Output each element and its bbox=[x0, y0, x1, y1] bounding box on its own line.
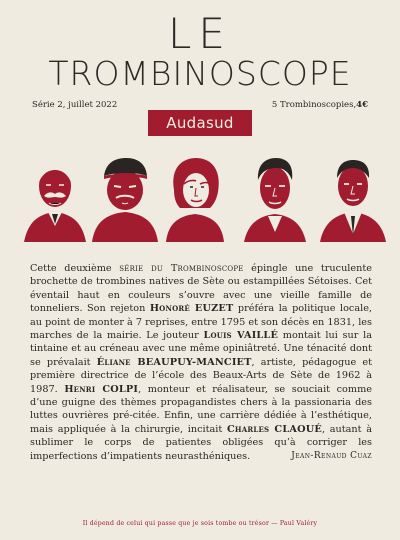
count-text: 5 Trombinoscopies, bbox=[271, 100, 357, 110]
text-run: préféra la politique locale, au point de monter à 7 reprises, entre 1795 et son décès en 1831, les marches de la mairie. Le jouteur bbox=[30, 303, 373, 342]
portraits-row bbox=[20, 146, 390, 242]
publisher-badge: Audasud bbox=[148, 110, 252, 136]
text-run: , monteur et réalisateur, se souciait comme d’une guigne des thèmes propagandistes chers à la passionaria des luttes ouvrières pré-citée. Enfin, une carrière dédiée à l’esthétique, mais appliquée à la chirurgie, incitait bbox=[30, 383, 372, 435]
title-le: LE bbox=[168, 9, 232, 58]
portrait-beaupuy-manciet bbox=[160, 146, 230, 242]
series-info: Série 2, juillet 2022 bbox=[32, 100, 118, 110]
portrait-vaille bbox=[90, 146, 160, 242]
text-run: épingle une truculente brochette de trombines natives de Sète ou estampillées Sétoises. Cet éventail haut en couleurs s’ouvre avec une vieille famille de tonneliers. Son rejeton bbox=[30, 263, 373, 315]
person-name: Éliane BEAUPUY-MANCIET bbox=[96, 356, 252, 368]
portrait-euzet bbox=[20, 146, 90, 242]
footer-quote: Il dépend de celui qui passe que je sois tombe ou trésor — Paul Valéry bbox=[82, 520, 318, 527]
text-run: montait lui sur la tintaine et au créneau avec une même opiniâtreté. Une ténacité dont se prévalait bbox=[30, 330, 372, 368]
person-name: Charles CLAOUÉ bbox=[226, 423, 322, 435]
person-name: Honoré EUZET bbox=[149, 303, 234, 315]
portrait-colpi bbox=[240, 146, 310, 242]
series-name: série du Trombinoscope bbox=[119, 263, 244, 274]
title-trombinoscope: TROMBINOSCOPE bbox=[48, 54, 352, 93]
text-run: , autant à sublimer le corps de patientes obligées qu’à corriger les imperfections d’impatients neurasthéniques. bbox=[30, 423, 372, 462]
text-run: Cette deuxième bbox=[30, 263, 120, 274]
text-run: , artiste, pédagogue et première directrice de l’école des Beaux-Arts de Sète de 1962 à 1987. bbox=[30, 356, 372, 395]
price: 4€ bbox=[356, 100, 368, 110]
description-text bbox=[30, 262, 372, 463]
person-name: Henri COLPI bbox=[64, 383, 139, 395]
portrait-claoue bbox=[318, 146, 388, 242]
price-info bbox=[272, 98, 368, 112]
author-signature: Jean-Renaud Cuaz bbox=[291, 450, 372, 461]
person-name: Louis VAILLÉ bbox=[203, 330, 279, 342]
